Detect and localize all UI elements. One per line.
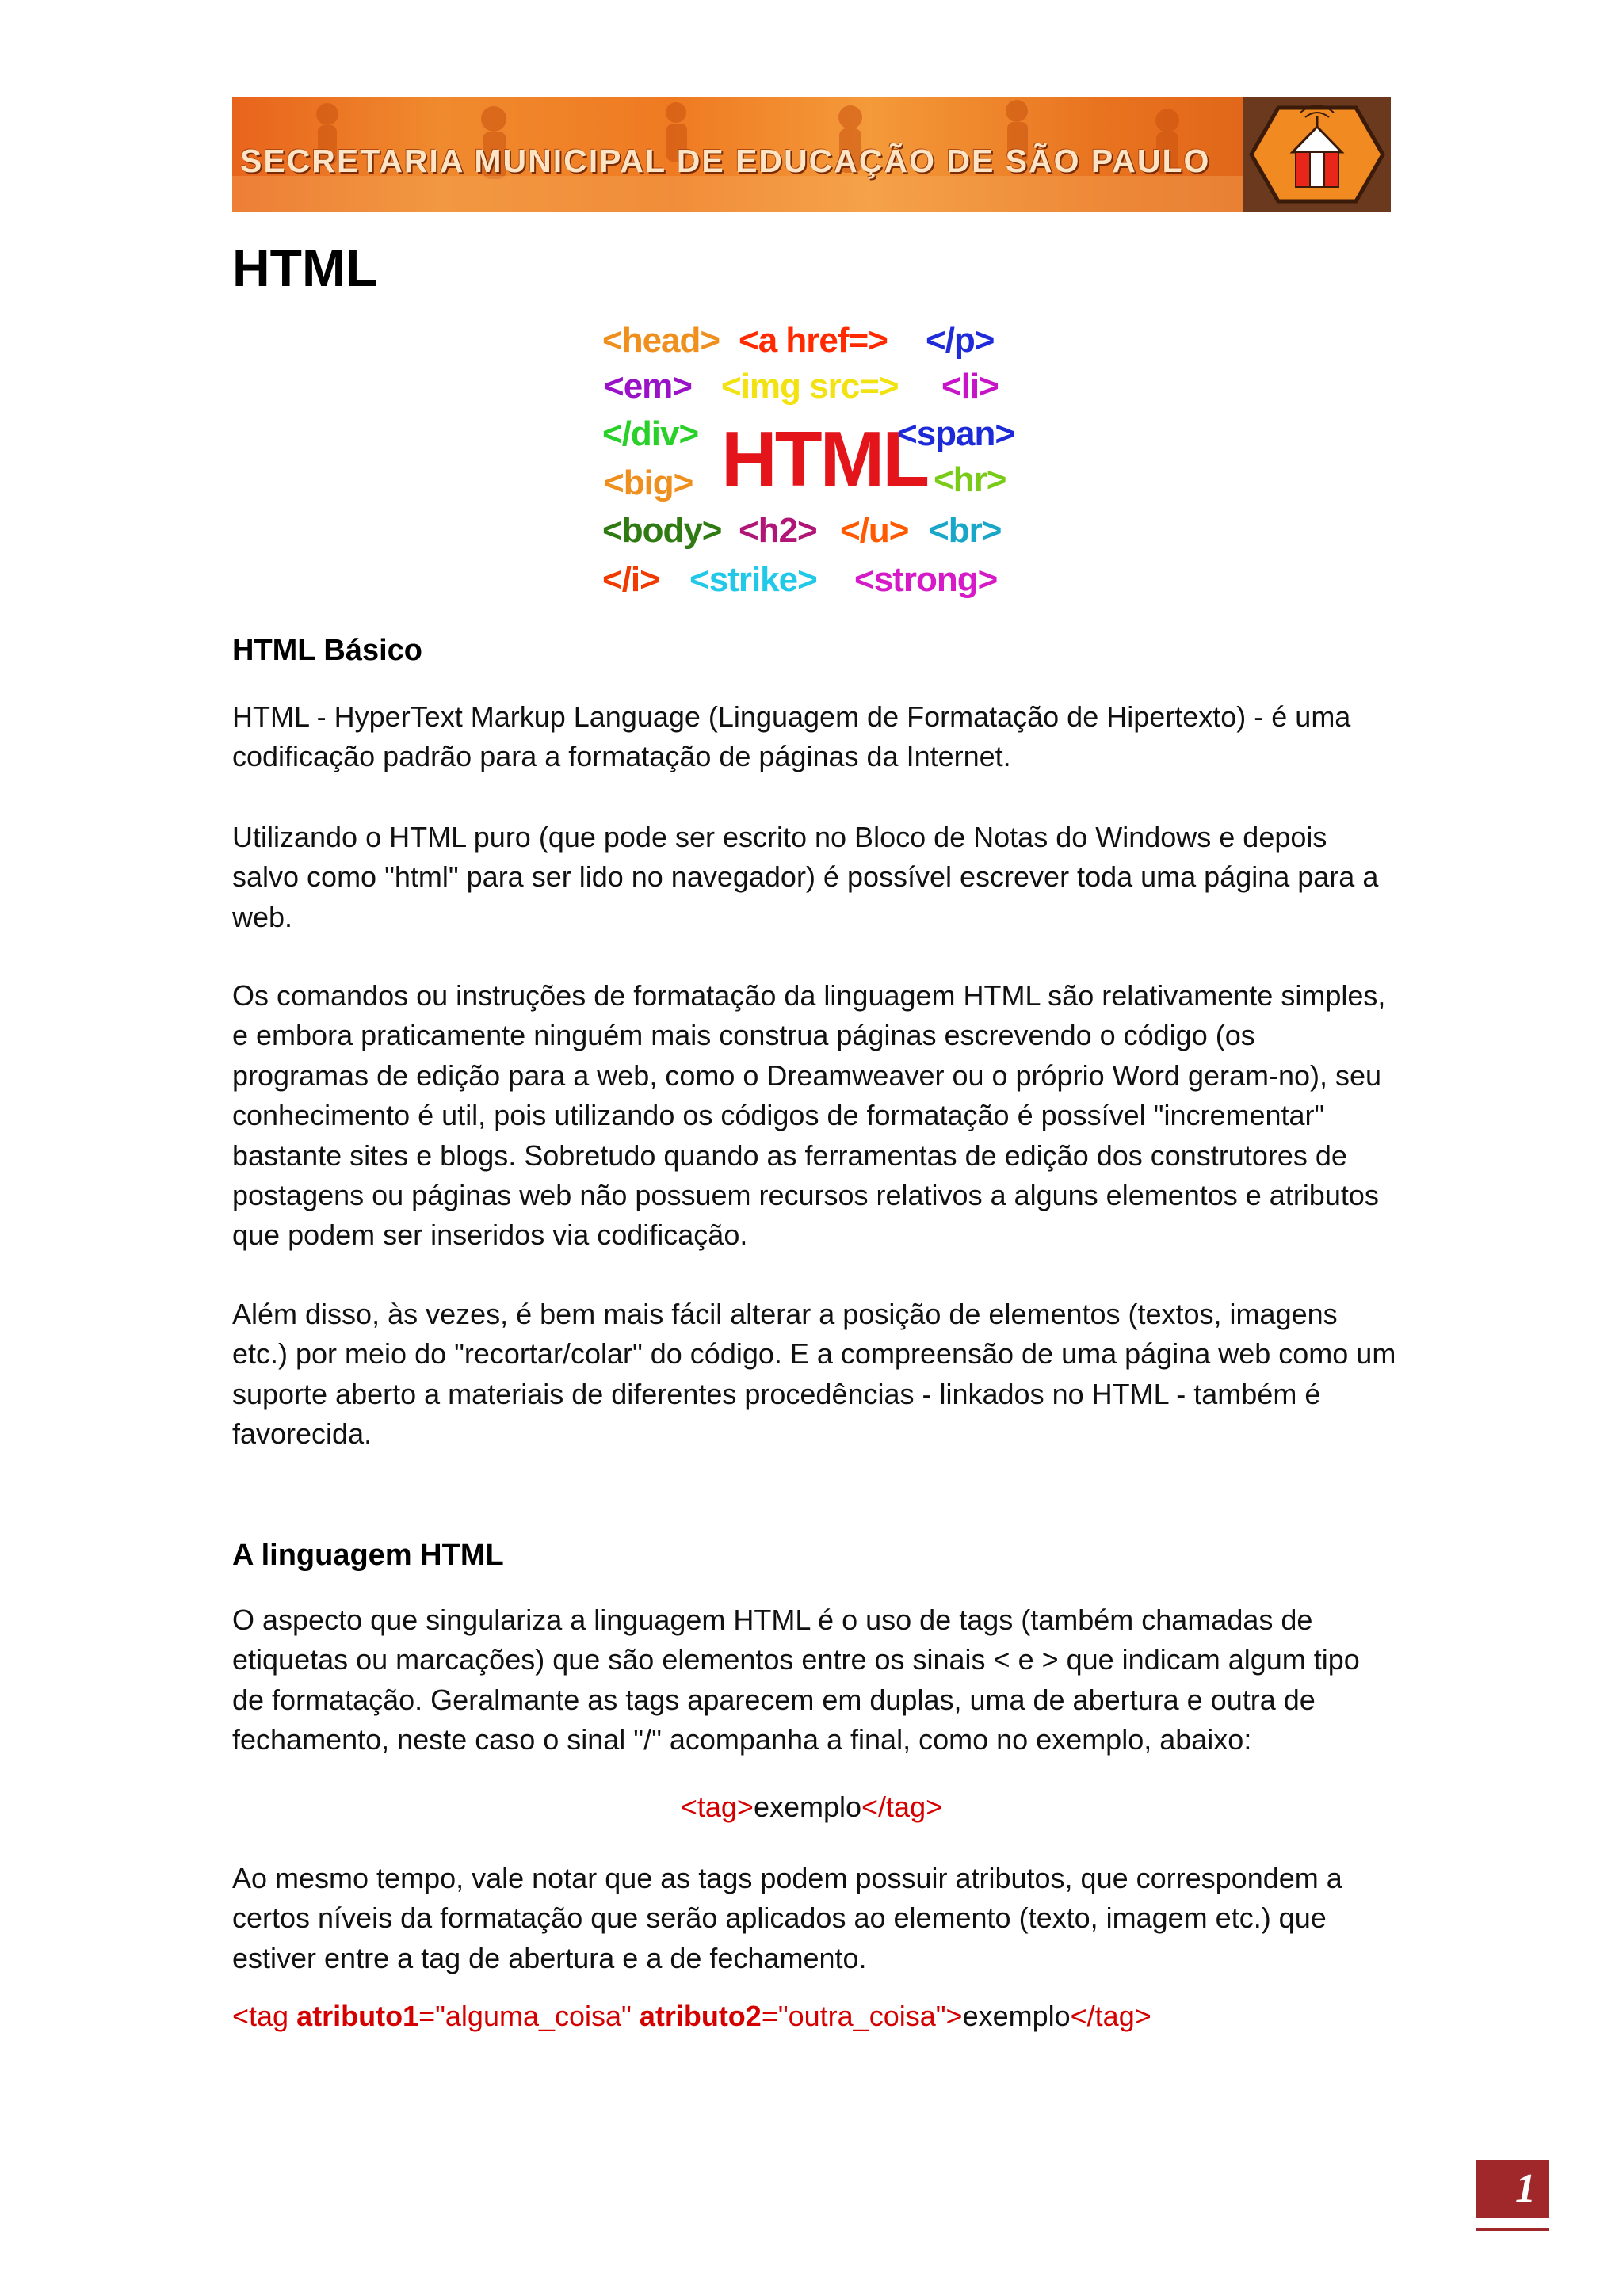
tag-cloud-word: </i> <box>602 560 659 599</box>
tag-cloud-word: </div> <box>602 414 699 453</box>
banner-title: SECRETARIA MUNICIPAL DE EDUCAÇÃO DE SÃO PAULO <box>240 143 1211 179</box>
page-title: HTML <box>232 238 378 297</box>
tag-cloud-word: <span> <box>897 414 1015 453</box>
school-logo <box>1243 97 1391 212</box>
tag-cloud-word: </u> <box>840 511 909 550</box>
code-close-tag: </tag> <box>861 1791 943 1823</box>
header-banner <box>232 97 1391 212</box>
page-number: 1 <box>1476 2160 1549 2218</box>
tag-cloud-word: <hr> <box>934 460 1006 499</box>
code-attribute-1-value: ="alguma_coisa" <box>418 2000 640 2032</box>
tag-cloud-word: <strong> <box>854 560 998 599</box>
tag-cloud-word: <li> <box>941 367 999 406</box>
section-heading-a-linguagem-html: A linguagem HTML <box>232 1539 504 1572</box>
code-open-tag: <tag> <box>680 1791 754 1823</box>
paragraph: O aspecto que singulariza a linguagem HTML é o uso de tags (também chamadas de etiquetas ou marcações) que são elementos entre os sinais < e > que indicam algum tipo de formatação. Geralmante as tags aparecem em duplas, uma de abertura e outra de fechamento, neste caso o sinal "/" acompanha a final, como no exemplo, abaixo: <box>232 1604 1360 1756</box>
code-close-tag: </tag> <box>1070 2000 1151 2032</box>
code-tag-start: <tag <box>232 2000 297 2032</box>
paragraph: Os comandos ou instruções de formatação da linguagem HTML são relativamente simples, e embora praticamente ninguém mais construa páginas escrevendo o código (os programas de edição para a web, como o Dreamweaver ou o próprio Word geram-no), seu conhecimento é util, pois utilizando os códigos de formatação é possível "incrementar" bastante sites e blogs. Sobretudo quando as ferramentas de edição dos construtores de postagens ou páginas web não possuem recursos relativos a alguns elementos e atributos que podem ser inseridos via codificação. <box>232 979 1386 1252</box>
paragraph: Ao mesmo tempo, vale notar que as tags podem possuir atributos, que correspondem a certos níveis da formatação que serão aplicados ao elemento (texto, imagem etc.) que estiver entre a tag de abertura e a de fechamento. <box>232 1862 1342 1974</box>
tag-cloud-word: <img src=> <box>721 367 899 406</box>
html-tag-cloud-image <box>602 321 1030 622</box>
tag-cloud-word: HTML <box>721 415 928 502</box>
tag-cloud-word: <em> <box>604 367 692 406</box>
tag-cloud-word: </p> <box>926 321 995 360</box>
paragraph: Utilizando o HTML puro (que pode ser escrito no Bloco de Notas do Windows e depois salvo como "html" para ser lido no navegador) é possível escrever toda uma página para a web. <box>232 821 1379 933</box>
code-example-tag <box>0 1787 1623 1827</box>
code-content: exemplo <box>962 2000 1071 2032</box>
tag-cloud-word: <br> <box>929 511 1002 550</box>
tag-cloud-word: <head> <box>602 321 720 360</box>
page-number-underline <box>1476 2228 1549 2231</box>
section-heading-html-basico: HTML Básico <box>232 634 423 667</box>
code-example-attributes <box>232 1997 1151 2036</box>
paragraph: Além disso, às vezes, é bem mais fácil alterar a posição de elementos (textos, imagens etc.) por meio do "recortar/colar" do código. E a compreensão de uma página web como um suporte aberto a materiais de diferentes procedências - linkados no HTML - também é favorecida. <box>232 1298 1396 1451</box>
tag-cloud-word: <big> <box>604 463 693 502</box>
code-attribute-1: atributo1 <box>296 2000 419 2032</box>
code-content: exemplo <box>753 1791 862 1823</box>
tag-cloud-word: <h2> <box>739 511 817 550</box>
code-attribute-2: atributo2 <box>639 2000 762 2032</box>
paragraph: HTML - HyperText Markup Language (Linguagem de Formatação de Hipertexto) - é uma codificação padrão para a formatação de páginas da Internet. <box>232 700 1351 773</box>
code-attribute-2-value: ="outra_coisa"> <box>761 2000 963 2032</box>
tag-cloud-word: <a href=> <box>739 321 888 360</box>
tag-cloud-word: <body> <box>602 511 722 550</box>
tag-cloud-word: <strike> <box>689 560 817 599</box>
